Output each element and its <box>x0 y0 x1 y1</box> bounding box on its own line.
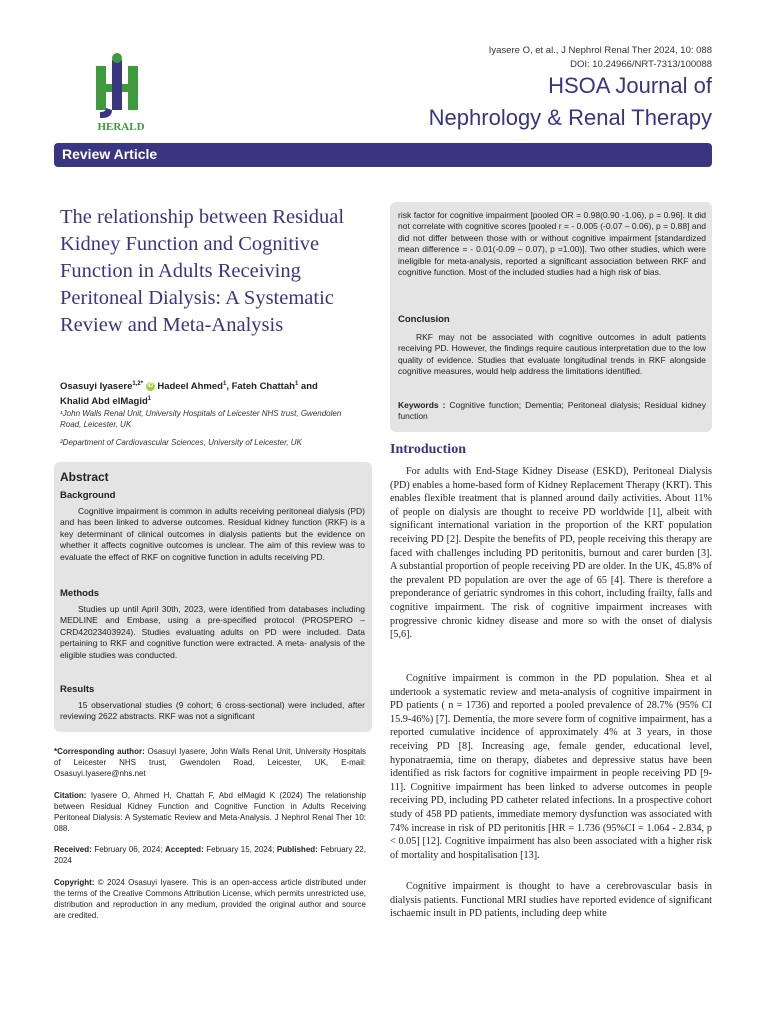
header-doi[interactable]: DOI: 10.24966/NRT-7313/100088 <box>570 59 712 70</box>
author-3-sup: 1 <box>294 381 299 387</box>
logo-text: HERALD <box>97 121 145 133</box>
abstract-continued-box <box>390 202 712 432</box>
background-text: Cognitive impairment is common in adults receiving peritoneal dialysis (PD) and has been linked to adverse outcomes. Residual kidney function (RKF) is a key determinant of clinical outcomes in dialysis patients but the evidence on whether it affects cognitive outcomes is unclear. The aim of this review was to evaluate the effect of RKF on cognitive function in adults receiving PD. <box>60 506 365 562</box>
results-continued-text: risk factor for cognitive impairment [pooled OR = 0.98(0.90 -1.06), p = 0.96]. It did not correlate with cognitive scores [pooled r = - 0.005 (-0.07 – 0.06), p = 0.88] and did not differ between those with or without cognitive impairment [standardized mean difference = - 0.01(-0.09 – 0.07), p =1.00)]. Two other studies, which were ineligible for meta-analysis, reported a significant association between RKF and cognitive function. Most of the included studies had a high risk of bias. <box>398 210 706 278</box>
author-2[interactable]: Hadeel Ahmed <box>157 381 223 393</box>
author-4-sup: 1 <box>147 396 152 403</box>
introduction-heading: Introduction <box>390 442 466 457</box>
abstract-box <box>54 462 372 732</box>
header-citation: Iyasere O, et al., J Nephrol Renal Ther 2024, 10: 088 <box>488 45 712 56</box>
herald-logo <box>88 52 154 134</box>
dates-block <box>54 844 366 866</box>
copyright-label: Copyright: <box>54 878 95 887</box>
article-title: The relationship between Residual Kidney Function and Cognitive Function in Adults Receiving Peritoneal Dialysis: A Systematic Review and Meta-Analysis <box>60 206 345 336</box>
corr-text: Osasuyi Iyasere, John Walls Renal Unit, University Hospitals of Leicester NHS trust, Gwendolen Road, Leicester, UK, E-mail: Osasuyi.Iyasere@nhs.net <box>54 747 367 778</box>
citation-text: Iyasere O, Ahmed H, Chattah F, Abd elMagid K (2024) The relationship between Residual Kidney Function and Cognitive Function in Adults Receiving Peritoneal Dialysis: A Systematic Review and Meta-Analysis. J Nephrol Renal Ther 10: 088. <box>54 791 366 833</box>
journal-title-line2: Nephrology & Renal Therapy <box>428 105 712 130</box>
corresponding-author <box>54 746 366 779</box>
affiliation-2: ²Department of Cardiovascular Sciences, University of Leicester, UK <box>60 438 302 447</box>
background-heading: Background <box>60 490 116 501</box>
article-type-bar <box>54 143 712 167</box>
intro-paragraph-1: For adults with End-Stage Kidney Disease (ESKD), Peritoneal Dialysis (PD) enables a home-based form of Kidney Replacement Therapy (KRT). This enables flexible treatment that is planned around daily activities. About 11% of people on dialysis are thought to receive PD worldwide [1], albeit with significant international variation in the proportion of the KRT population receiving PD [2]. Despite the benefits of PD, people receiving this therapy are faced with challenges including PD peritonitis, burnout and carer burden [3]. A substantial proportion of people receiving PD are older. In the UK, 45.8% of the prevalent PD population are over the age of 65 [4]. There is therefore a preponderance of geriatric syndromes in this cohort, including frailty, falls and cognitive impairment. The risk of cognitive impairment increases with progressive chronic kidney disease and more so with the onset of dialysis [5,6]. <box>390 466 712 641</box>
author-3[interactable]: , Fateh Chattah <box>226 381 295 393</box>
author-1[interactable]: Osasuyi Iyasere <box>60 381 133 393</box>
herald-logo-icon <box>88 52 154 134</box>
author-1-sup: 1,2* <box>132 381 144 387</box>
orcid-icon[interactable]: iD <box>147 383 154 390</box>
citation-label: Citation: <box>54 791 87 800</box>
corr-label: *Corresponding author: <box>54 747 145 756</box>
results-text: 15 observational studies (9 cohort; 6 cross-sectional) were included, after reviewing 2622 abstracts. RKF was not a significant <box>60 700 365 722</box>
copyright-block <box>54 877 366 921</box>
intro-paragraph-2: Cognitive impairment is common in the PD population. Shea et al undertook a systematic review and meta-analysis of cognitive impairment in PD patients ( n = 1736) and reported a pooled prevalence of 28.7% (95% CI 15.9-46%) [7]. Dementia, the more severe form of cognitive impairment, has a reported cumulative incidence of approximately 4% at 3 years, in those receiving PD [8]. Increasing age, female gender, educational level, hyponatraemia, time on therapy, diabetes and depressive status have been identified as risk factors for cognitive impairment in people receiving PD [9-11]. Cognitive impairment has been linked to adverse outcomes in people receiving PD, including PD catheter related infections. In a prospective cohort study of 458 PD patients, immediate memory dysfunction was associated with 74% increase in risk of PD peritonitis [HR = 1.736 (95%CI = 1.064 - 2.834, p < 0.05] [12]. Cognitive impairment has also been associated with a higher risk of mortality and hospitalisation [13]. <box>390 673 712 861</box>
author-2-sup: 1 <box>222 381 227 387</box>
keywords-label: Keywords : <box>398 400 446 410</box>
conclusion-heading: Conclusion <box>398 314 450 325</box>
journal-title-line1: HSOA Journal of <box>548 73 712 98</box>
published-date: February 22, 2024 <box>54 845 366 865</box>
conclusion-text: RKF may not be associated with cognitive outcomes in adult patients receiving PD. However, the findings require cautious interpretation due to the low quality of evidence. Studies that evaluate longitudinal trends in RKF alongside cognitive measures, would help address the limitations identified. <box>398 332 706 377</box>
keywords-block <box>398 400 706 423</box>
accepted-date: February 15, 2024; <box>206 845 275 854</box>
author-4[interactable]: Khalid Abd elMagid <box>60 396 148 408</box>
citation-block <box>54 790 366 834</box>
keywords-text: Cognitive function; Dementia; Peritoneal dialysis; Residual kidney function <box>398 400 706 422</box>
author-list <box>60 378 356 408</box>
methods-text: Studies up until April 30th, 2023, were identified from databases including MEDLINE and Embase, using a pre-specified protocol (PROSPERO – CRD42023403924). Studies evaluating adults on PD were included. Data pertaining to RKF and cognitive function were extracted. A meta- analysis of the eligible studies was conducted. <box>60 604 365 660</box>
received-date: February 06, 2024; <box>94 845 163 854</box>
author-and: and <box>298 381 318 393</box>
results-heading: Results <box>60 684 95 695</box>
received-label: Received: <box>54 845 92 854</box>
copyright-text: © 2024 Osasuyi Iyasere. This is an open-access article distributed under the terms of the Creative Commons Attribution License, which permits unrestricted use, distribution and reproduction in any medium, provided the original author and source are credited. <box>54 878 366 920</box>
affiliation-1: ¹John Walls Renal Unit, University Hospitals of Leicester NHS trust, Gwendolen Road, Leicester, UK <box>60 409 342 429</box>
methods-heading: Methods <box>60 588 100 599</box>
article-type-label: Review Article <box>62 146 158 162</box>
published-label: Published: <box>276 845 318 854</box>
accepted-label: Accepted: <box>165 845 204 854</box>
intro-paragraph-3: Cognitive impairment is thought to have a cerebrovascular basis in dialysis patients. Functional MRI studies have reported evidence of significant ischaemic insult in PD patients, including deep white <box>390 881 712 920</box>
abstract-heading: Abstract <box>60 470 109 484</box>
